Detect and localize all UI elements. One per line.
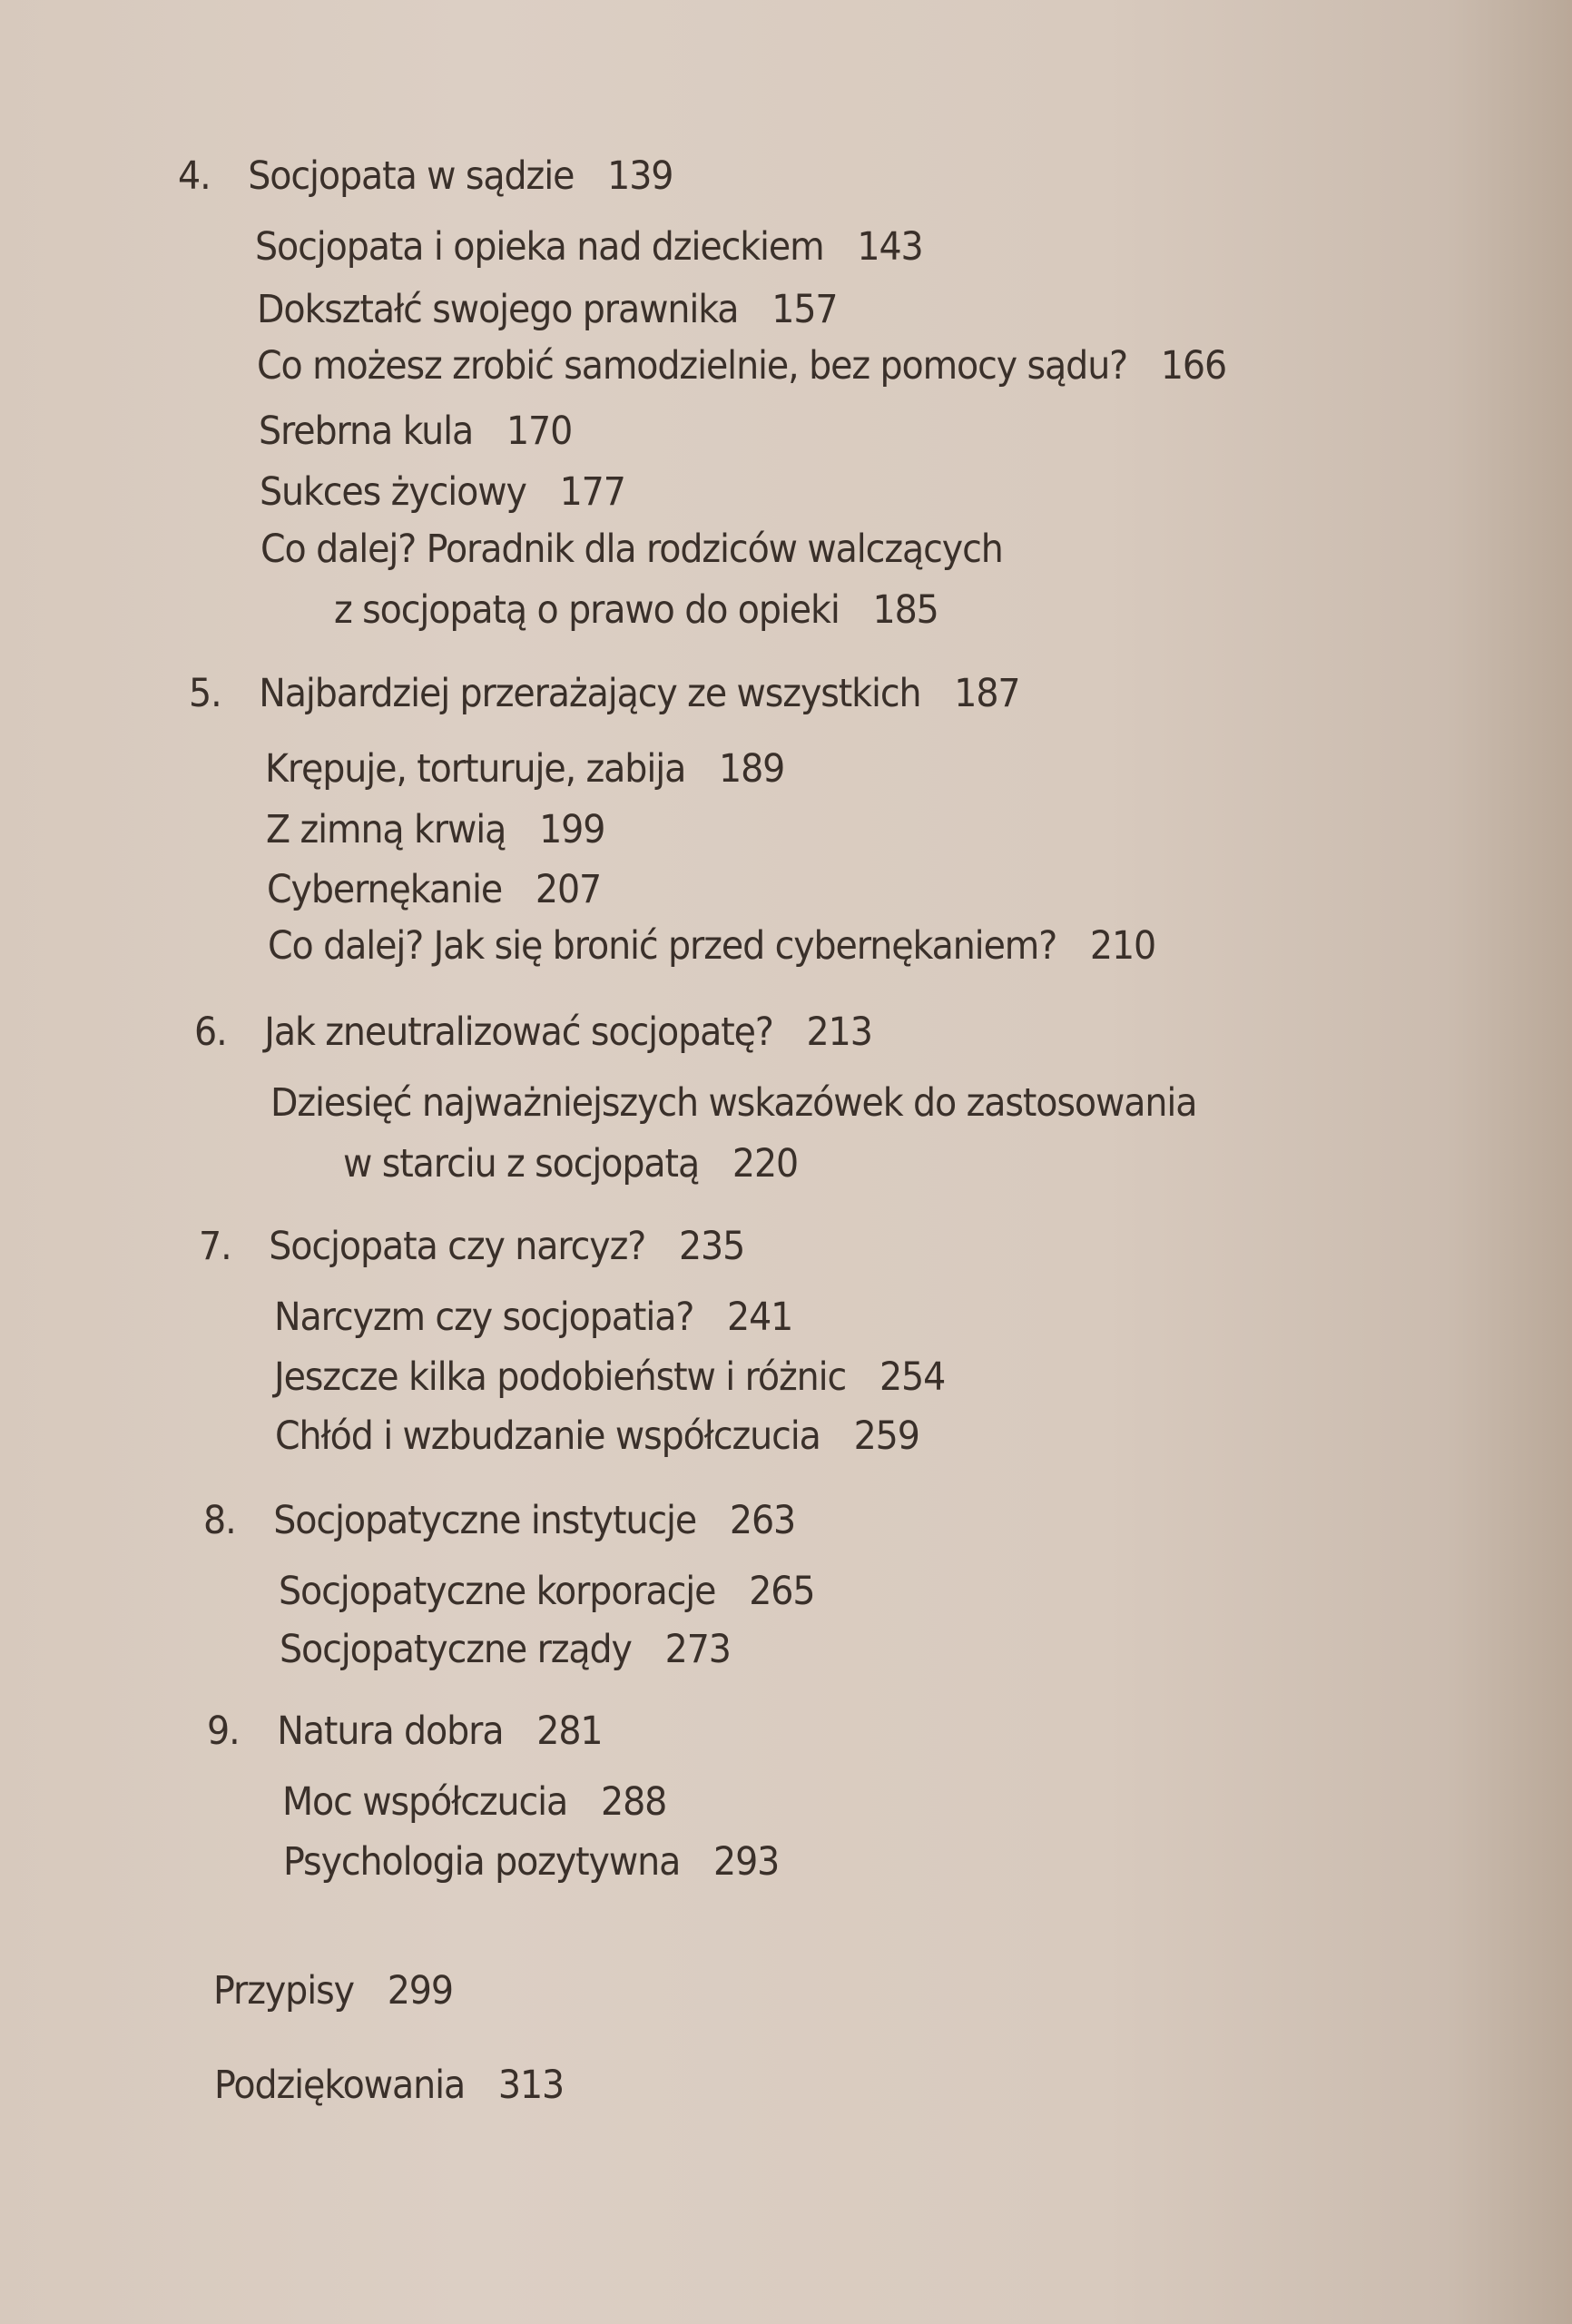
backmatter-entry-notes (213, 1966, 453, 2015)
page-number: 189 (719, 746, 785, 792)
chapter-title: Najbardziej przerażający ze wszystkich (259, 671, 921, 716)
page-number: 259 (853, 1413, 919, 1459)
section-title: Co dalej? Poradnik dla rodziców walczących (260, 527, 1003, 572)
chapter-title: Natura dobra (277, 1709, 504, 1754)
chapter-entry-6 (194, 1008, 872, 1057)
section-entry (268, 921, 1155, 970)
section-title: Sukces życiowy (260, 469, 526, 515)
section-entry (274, 1353, 945, 1402)
page-number: 293 (713, 1839, 780, 1885)
chapter-title: Socjopata w sądzie (248, 153, 575, 199)
chapter-number: 9. (207, 1709, 240, 1754)
section-entry (260, 525, 1003, 574)
chapter-title: Jak zneutralizować socjopatę? (264, 1009, 773, 1055)
page-number: 235 (678, 1224, 745, 1269)
page-number: 207 (535, 867, 602, 912)
page-number: 241 (727, 1295, 793, 1340)
section-entry (270, 1078, 1196, 1128)
backmatter-entry-acknowledgements (214, 2061, 564, 2110)
section-title: Z zimną krwią (266, 807, 506, 852)
section-title: Srebrna kula (259, 409, 474, 454)
chapter-number: 5. (189, 671, 221, 716)
section-title: Dziesięć najważniejszych wskazówek do zastosowania (270, 1080, 1197, 1126)
section-title: Socjopata i opieka nad dzieckiem (255, 224, 824, 270)
backmatter-title: Przypisy (213, 1968, 354, 2014)
page-number: 263 (729, 1498, 796, 1543)
chapter-number: 4. (178, 153, 211, 199)
chapter-number: 6. (194, 1009, 227, 1055)
section-title: Socjopatyczne korporacje (279, 1569, 716, 1614)
section-entry (274, 1293, 792, 1342)
chapter-number: 8. (203, 1498, 236, 1543)
section-entry (283, 1837, 779, 1886)
section-entry (257, 285, 837, 334)
section-title: Psychologia pozytywna (283, 1839, 681, 1885)
page-number: 288 (601, 1779, 667, 1825)
page-number: 166 (1160, 343, 1227, 389)
section-title: Jeszcze kilka podobieństw i różnic (274, 1354, 847, 1400)
section-entry (279, 1567, 814, 1616)
section-entry (265, 744, 784, 793)
chapter-title: Socjopatyczne instytucje (273, 1498, 697, 1543)
page-number: 170 (506, 409, 573, 454)
page-number: 281 (536, 1709, 603, 1754)
chapter-entry-4 (178, 152, 673, 201)
section-entry (275, 1412, 919, 1461)
section-title: Cybernękanie (267, 867, 503, 912)
section-entry (282, 1777, 666, 1827)
section-title: Co dalej? Jak się bronić przed cybernękaniem? (268, 923, 1057, 969)
section-entry (257, 341, 1226, 390)
section-title: Krępuje, torturuje, zabija (265, 746, 686, 792)
section-entry (255, 222, 923, 271)
section-title: z socjopatą o prawo do opieki (334, 587, 840, 633)
backmatter-title: Podziękowania (214, 2063, 466, 2108)
chapter-entry-7 (199, 1222, 744, 1271)
section-entry (266, 805, 604, 854)
chapter-title: Socjopata czy narcyz? (269, 1224, 646, 1269)
page-number: 210 (1089, 923, 1156, 969)
chapter-entry-5 (189, 669, 1019, 718)
page-number: 139 (607, 153, 673, 199)
page-number: 143 (857, 224, 923, 270)
page-number: 265 (749, 1569, 815, 1614)
section-continuation (343, 1139, 798, 1188)
section-title: Dokształć swojego prawnika (257, 287, 739, 332)
page-number: 254 (879, 1354, 946, 1400)
page-number: 313 (497, 2063, 565, 2108)
chapter-number: 7. (199, 1224, 231, 1269)
section-title: Moc współczucia (282, 1779, 568, 1825)
section-continuation (334, 586, 938, 635)
page-number: 273 (664, 1627, 731, 1672)
section-title: Socjopatyczne rządy (280, 1627, 632, 1672)
section-title: Co możesz zrobić samodzielnie, bez pomocy sądu? (257, 343, 1128, 389)
page-number: 187 (954, 671, 1020, 716)
page-number: 199 (539, 807, 605, 852)
page-number: 213 (806, 1009, 872, 1055)
section-title: Chłód i wzbudzanie współczucia (275, 1413, 820, 1459)
page-number: 177 (559, 469, 625, 515)
section-title: Narcyzm czy socjopatia? (274, 1295, 694, 1340)
page-number: 157 (771, 287, 838, 332)
page-number: 185 (872, 587, 938, 633)
page-number: 299 (387, 1968, 453, 2014)
section-entry (259, 407, 572, 456)
section-title: w starciu z socjopatą (343, 1141, 700, 1187)
page-number: 220 (732, 1141, 799, 1187)
section-entry (267, 865, 601, 914)
chapter-entry-8 (203, 1496, 795, 1545)
section-entry (280, 1625, 731, 1674)
chapter-entry-9 (207, 1707, 602, 1756)
section-entry (260, 468, 625, 517)
